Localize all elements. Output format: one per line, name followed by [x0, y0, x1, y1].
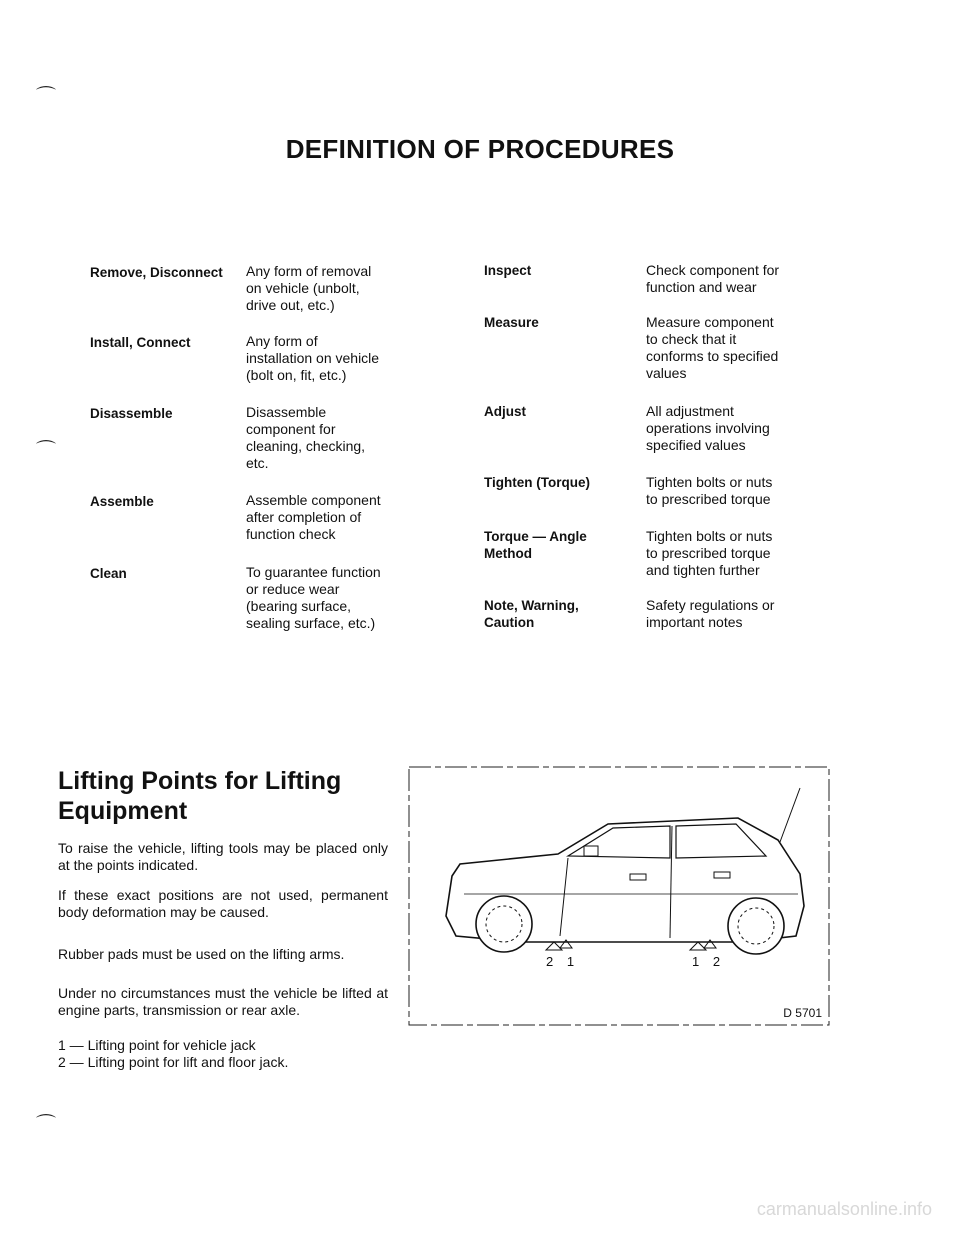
lifting-paragraph: If these exact positions are not used, permanent body deformation may be caused.: [58, 887, 388, 920]
desc-note-warning-caution: Safety regulations or important notes: [646, 597, 775, 630]
watermark: carmanualsonline.info: [756, 1199, 932, 1219]
desc-inspect: Check component for function and wear: [646, 262, 780, 295]
figure-code: D 5701: [783, 1006, 822, 1020]
term-install-connect: Install, Connect: [90, 335, 191, 350]
term-measure: Measure: [484, 315, 539, 330]
front-door-line: [560, 858, 568, 936]
desc-clean: To guarantee function or reduce wear (bearing surface, sealing surface, etc.): [246, 564, 381, 631]
term-remove-disconnect: Remove, Disconnect: [90, 265, 223, 280]
front-point-labels: 2 1: [546, 954, 575, 969]
scan-mark: ⌒: [36, 440, 56, 462]
term-tighten-torque: Tighten (Torque): [484, 475, 590, 490]
term-assemble: Assemble: [90, 494, 154, 509]
desc-torque-angle-method: Tighten bolts or nuts to prescribed torque and tighten further: [646, 528, 773, 578]
legend-item-2: 2 — Lifting point for lift and floor jack.: [58, 1054, 289, 1070]
car-illustration: [408, 766, 836, 1030]
lifting-paragraph: Rubber pads must be used on the lifting arms.: [58, 946, 345, 962]
scan-mark: ⌒: [36, 86, 56, 108]
desc-disassemble: Disassemble component for cleaning, checking, etc.: [246, 404, 366, 471]
rear-door-handle: [714, 872, 730, 878]
desc-tighten-torque: Tighten bolts or nuts to prescribed torque: [646, 474, 773, 507]
lifting-heading: Lifting Points for Lifting Equipment: [58, 767, 342, 825]
term-inspect: Inspect: [484, 263, 532, 278]
front-wheel: [476, 896, 532, 952]
scan-mark: ⌒: [36, 1114, 56, 1136]
rear-point-labels: 1 2: [692, 954, 721, 969]
rear-window: [676, 824, 766, 858]
desc-adjust: All adjustment operations involving specified values: [646, 403, 770, 453]
lifting-points-figure: [408, 766, 836, 1030]
desc-install-connect: Any form of installation on vehicle (bolt on, fit, etc.): [246, 333, 380, 383]
front-door-handle: [630, 874, 646, 880]
front-window: [568, 826, 670, 858]
antenna: [780, 788, 800, 842]
term-torque-angle-method: Torque — Angle Method: [484, 529, 587, 561]
page-title: DEFINITION OF PROCEDURES: [285, 134, 675, 164]
term-adjust: Adjust: [484, 404, 526, 419]
figure-frame: [409, 767, 829, 1025]
lifting-paragraph: To raise the vehicle, lifting tools may be placed only at the points indicated.: [58, 840, 388, 873]
desc-measure: Measure component to check that it conforms to specified values: [646, 314, 779, 381]
lifting-paragraph: Under no circumstances must the vehicle be lifted at engine parts, transmission or rear axle.: [58, 985, 388, 1018]
term-disassemble: Disassemble: [90, 406, 173, 421]
desc-assemble: Assemble component after completion of function check: [246, 492, 381, 542]
term-clean: Clean: [90, 566, 127, 581]
desc-remove-disconnect: Any form of removal on vehicle (unbolt, drive out, etc.): [246, 263, 372, 313]
term-note-warning-caution: Note, Warning, Caution: [484, 598, 579, 630]
rear-wheel: [728, 898, 784, 954]
side-mirror: [584, 846, 598, 856]
legend-item-1: 1 — Lifting point for vehicle jack: [58, 1037, 256, 1053]
